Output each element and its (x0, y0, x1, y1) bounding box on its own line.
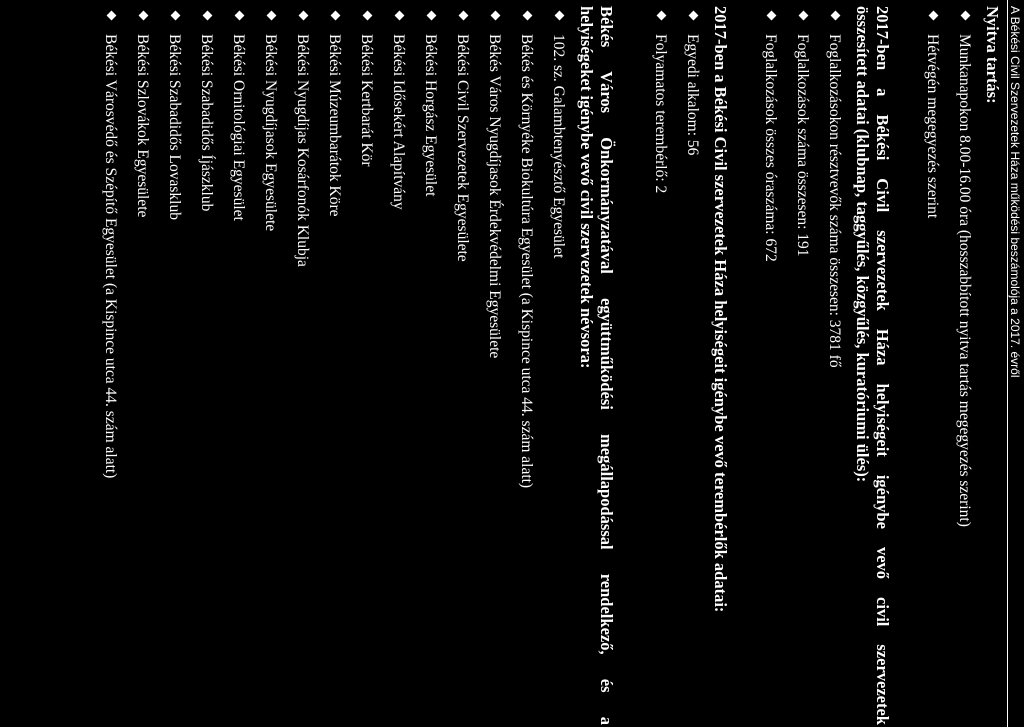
list-item: Békési Múzeumbarátok Köre (312, 0, 344, 727)
diamond-bullet-icon (299, 11, 309, 21)
list-item: Békési Nyugdíjasok Egyesülete (248, 0, 280, 727)
list-item: Békés és Környéke Biokultúra Egyesület (a Kispince utca 44. szám alatt) (504, 0, 536, 727)
list-item: Hétvégén megegyezés szerint (910, 0, 942, 727)
list-item: Foglalkozások száma összesen: 191 (780, 0, 812, 727)
list-item: Békési Idősekért Alapítvány (376, 0, 408, 727)
diamond-bullet-icon (459, 11, 469, 21)
partners-list (88, 0, 568, 727)
partners-heading-line2: helyiségeket igénybe vevő civil szervezetek névsora: (577, 6, 596, 369)
diamond-bullet-icon (363, 11, 373, 21)
diamond-bullet-icon (961, 11, 971, 21)
renters-list (638, 0, 702, 727)
partners-heading-line1: Békés Város Önkormányzatával együttműködési megállapodással rendelkező, és a (597, 6, 616, 725)
diamond-bullet-icon (555, 11, 565, 21)
diamond-bullet-icon (427, 11, 437, 21)
diamond-bullet-icon (929, 11, 939, 21)
list-item: Foglalkozásokon résztvevők száma összesen: 3781 fő (812, 0, 844, 727)
diamond-bullet-icon (203, 11, 213, 21)
usage-heading-line1: 2017-ben a Békési Civil szervezetek Háza helyiségeit igénybe vevő civil szervezetek (873, 6, 892, 725)
list-item: Békési Szabadidős Lovasklub (152, 0, 184, 727)
diamond-bullet-icon (107, 11, 117, 21)
diamond-bullet-icon (767, 11, 777, 21)
list-item: Békési Szabadidős Íjászklub (184, 0, 216, 727)
list-item: Békési Nyugdíjas Kosárfonók Klubja (280, 0, 312, 727)
running-header: A Békési Civil Szervezetek Háza működési beszámolója a 2017. évről (1008, 6, 1022, 378)
list-item: Foglalkozások összes óraszáma: 672 (748, 0, 780, 727)
diamond-bullet-icon (831, 11, 841, 21)
opening-hours-list (910, 0, 974, 727)
list-item: Békési Szlovákok Egyesülete (120, 0, 152, 727)
diamond-bullet-icon (139, 11, 149, 21)
usage-stats-list (748, 0, 844, 727)
header-rule (1007, 0, 1008, 727)
list-item: 102. sz. Galambtenyésztő Egyesület (536, 0, 568, 727)
diamond-bullet-icon (267, 11, 277, 21)
diamond-bullet-icon (331, 11, 341, 21)
renters-heading: 2017-ben a Békési Civil szervezetek Háza helyiségeit igénybe vevő terembérlők adatai: (711, 6, 730, 613)
list-item: Békési Horgász Egyesület (408, 0, 440, 727)
list-item: Munkanapokon 8.00-16.00 óra (hosszabbított nyitva tartás megegyezés szerint) (942, 0, 974, 727)
list-item: Békési Ornitológiai Egyesület (216, 0, 248, 727)
list-item: Békés Város Nyugdíjasok Érdekvédelmi Egyesülete (472, 0, 504, 727)
diamond-bullet-icon (689, 11, 699, 21)
diamond-bullet-icon (523, 11, 533, 21)
diamond-bullet-icon (395, 11, 405, 21)
usage-heading-line2: összesített adatai (klubnap, taggyűlés, közgyűlés, kuratóriumi ülés): (853, 6, 872, 483)
list-item: Egyedi alkalom: 56 (670, 0, 702, 727)
list-item: Folyamatos terembérlő: 2 (638, 0, 670, 727)
diamond-bullet-icon (657, 11, 667, 21)
opening-hours-heading: Nyitva tartás: (983, 6, 1002, 104)
list-item: Békési Kertbarát Kör (344, 0, 376, 727)
document-body (88, 0, 1002, 727)
diamond-bullet-icon (171, 11, 181, 21)
diamond-bullet-icon (235, 11, 245, 21)
list-item: Békési Civil Szervezetek Egyesülete (440, 0, 472, 727)
diamond-bullet-icon (491, 11, 501, 21)
diamond-bullet-icon (799, 11, 809, 21)
list-item: Békési Városvédő és Szépítő Egyesület (a Kispince utca 44. szám alatt) (88, 0, 120, 727)
